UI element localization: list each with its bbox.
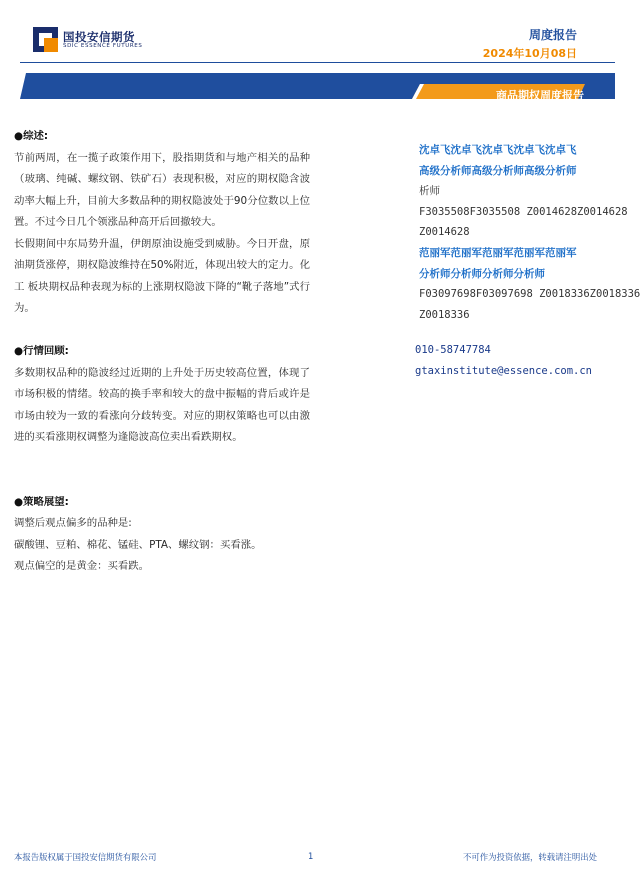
analyst-license: F03097698F03097698 Z0018336Z0018336: [419, 288, 640, 301]
report-type: 周度报告: [528, 28, 577, 42]
banner-tag: 商品期权周度报告: [496, 89, 584, 102]
analyst-name: 范丽军范丽军范丽军范丽军范丽军: [419, 246, 577, 259]
analyst-license-wrap: Z0018336: [419, 308, 470, 321]
analyst-name: 沈卓飞沈卓飞沈卓飞沈卓飞沈卓飞: [419, 144, 577, 156]
report-date: 2024年10月08日: [482, 47, 577, 60]
outlook-line: 调整后观点偏多的品种是:: [14, 517, 132, 529]
analyst-title-wrap: 析师: [419, 185, 440, 198]
analyst-info: [419, 140, 640, 325]
company-logo: [33, 27, 143, 57]
header-divider: [20, 62, 615, 63]
section-title-review: ●行情回顾:: [14, 345, 69, 357]
analyst-license: F3035508F3035508 Z0014628Z0014628: [419, 205, 628, 218]
logo-mark-icon: [33, 27, 58, 52]
outlook-line: 碳酸锂、豆粕、棉花、锰硅、PTA、螺纹钢：买看涨。: [14, 538, 262, 551]
overview-paragraph: 长假期间中东局势升温，伊朗原油设施受到威胁。今日开盘，原油期货涨停，期权隐波维持在50%附近，体现出较大的定力。化工 板块期权品种表现为标的上涨期权隐波下降的“靴子落地”式行为。: [14, 237, 310, 314]
section-title-overview: ●综述:: [14, 130, 49, 142]
analyst-license-wrap: Z0014628: [419, 226, 470, 239]
review-paragraph: 多数期权品种的隐波经过近期的上升处于历史较高位置，体现了市场积极的情绪。较高的换手率和较大的盘中振幅的背后或许是市场由较为一致的看涨向分歧转变。对应的期权策略也可以由激进的买看涨期权调整为逢隐波高位卖出看跌期权。: [14, 366, 310, 443]
contact-info: [415, 340, 592, 382]
overview-paragraph: 节前两周，在一揽子政策作用下，股指期货和与地产相关的品种（玻璃、纯碱、螺纹钢、铁矿石）表现积极，对应的期权隐含波动率大幅上升，目前大多数品种的期权隐波处于90分位数以上位置。不过今日几个领涨品种高开后回撤较大。: [14, 151, 310, 228]
footer-copyright: 本报告版权属于国投安信期货有限公司: [14, 852, 157, 862]
section-title-outlook: ●策略展望:: [14, 495, 69, 508]
outlook-line: 观点偏空的是黄金：买看跌。: [14, 560, 150, 572]
analyst-title: 分析师分析师分析师分析师: [419, 267, 545, 280]
footer-disclaimer: 不可作为投资依据，转载请注明出处: [463, 852, 597, 862]
analyst-title: 高级分析师高级分析师高级分析师: [419, 164, 577, 177]
contact-email-link[interactable]: gtaxinstitute@essence.com.cn: [415, 365, 593, 377]
company-name-en: SDIC ESSENCE FUTURES: [63, 43, 143, 49]
contact-phone: 010-58747784: [415, 344, 491, 356]
page-number: 1: [308, 851, 314, 861]
report-body: [14, 126, 310, 578]
company-name-cn: 国投安信期货: [63, 30, 135, 44]
